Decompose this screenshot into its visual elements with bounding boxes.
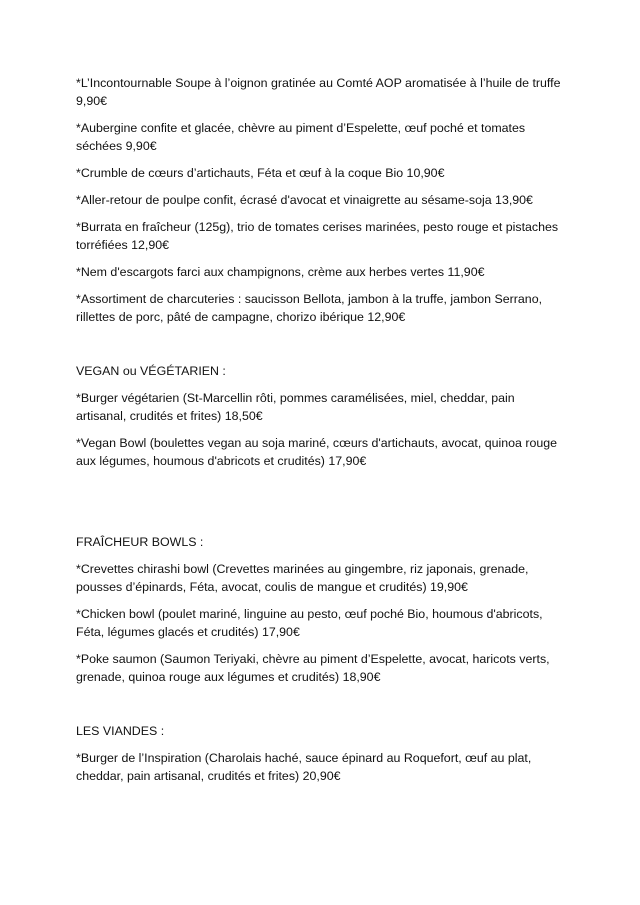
section-title-viandes: LES VIANDES : (76, 724, 165, 738)
menu-item-vegan-bowl: *Vegan Bowl (boulettes vegan au soja mariné, cœurs d'artichauts, avocat, quinoa rouge aux légumes, houmous d'abricots et crudités) 17,90€ (76, 436, 558, 468)
menu-item-burger-vegetarien: *Burger végétarien (St-Marcellin rôti, pommes caramélisées, miel, cheddar, pain artisanal, crudités et frites) 18,50€ (76, 391, 515, 423)
menu-item-nem-escargots: *Nem d'escargots farci aux champignons, crème aux herbes vertes 11,90€ (76, 265, 485, 279)
menu-item-burrata: *Burrata en fraîcheur (125g), trio de tomates cerises marinées, pesto rouge et pistaches torréfiées 12,90€ (76, 220, 559, 252)
section-title-bowls: FRAÎCHEUR BOWLS : (76, 535, 204, 549)
menu-item-chicken-bowl: *Chicken bowl (poulet mariné, linguine au pesto, œuf poché Bio, houmous d'abricots, Féta, légumes glacés et crudités) 17,90€ (76, 607, 543, 639)
menu-item-poulpe: *Aller-retour de poulpe confit, écrasé d'avocat et vinaigrette au sésame-soja 13,90€ (76, 193, 533, 207)
menu-item-crevettes-chirashi: *Crevettes chirashi bowl (Crevettes marinées au gingembre, riz japonais, grenade, pousses d’épinards, Féta, avocat, coulis de mangue et crudités) 19,90€ (76, 562, 529, 594)
menu-item-burger-inspiration: *Burger de l’Inspiration (Charolais haché, sauce épinard au Roquefort, œuf au plat, cheddar, pain artisanal, crudités et frites) 20,90€ (76, 751, 532, 783)
section-title-vegan: VEGAN ou VÉGÉTARIEN : (76, 364, 226, 378)
menu-item-soupe-oignon: *L’Incontournable Soupe à l’oignon gratinée au Comté AOP aromatisée à l’huile de truffe 9,90€ (76, 76, 561, 108)
menu-item-aubergine: *Aubergine confite et glacée, chèvre au piment d’Espelette, œuf poché et tomates séchées 9,90€ (76, 121, 526, 153)
menu-item-crumble-artichauts: *Crumble de cœurs d’artichauts, Féta et œuf à la coque Bio 10,90€ (76, 166, 445, 180)
menu-item-charcuteries: *Assortiment de charcuteries : saucisson Bellota, jambon à la truffe, jambon Serrano, rillettes de porc, pâté de campagne, chorizo ibérique 12,90€ (76, 292, 543, 324)
menu-item-poke-saumon: *Poke saumon (Saumon Teriyaki, chèvre au piment d’Espelette, avocat, haricots verts, grenade, quinoa rouge aux légumes et crudités) 18,90€ (76, 652, 550, 684)
